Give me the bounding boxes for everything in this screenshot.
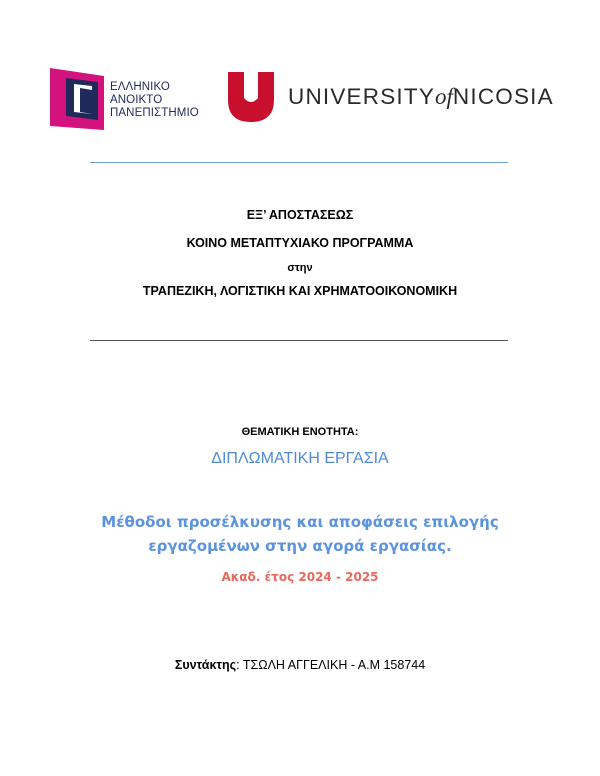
study-mode-heading: ΕΞ’ ΑΠΟΣΤΑΣΕΩΣ <box>246 208 354 222</box>
hou-wordmark-line: ΠΑΝΕΠΙΣΤΗΜΙΟ <box>110 107 199 119</box>
unic-wordmark-nicosia: NICOSIA <box>452 84 554 109</box>
university-of-nicosia-logo <box>228 72 558 126</box>
top-divider <box>90 162 508 163</box>
module-label: ΘΕΜΑΤΙΚΗ ΕΝΟΤΗΤΑ: <box>241 426 359 438</box>
academic-year: Ακαδ. έτος 2024 - 2025 <box>221 570 379 584</box>
hou-wordmark-line: ΑΝΟΙΚΤΟ <box>110 94 163 106</box>
middle-divider <box>90 340 508 341</box>
author-label: Συντάκτης <box>174 658 237 672</box>
hellenic-open-university-logo <box>48 68 218 130</box>
programme-field-heading: ΤΡΑΠΕΖΙΚΗ, ΛΟΓΙΣΤΙΚΗ ΚΑΙ ΧΡΗΜΑΤΟΟΙΚΟΝΟΜΙΚΗ <box>142 284 458 298</box>
unic-shield-icon <box>228 72 274 122</box>
programme-heading: ΚΟΙΝΟ ΜΕΤΑΠΤΥΧΙΑΚΟ ΠΡΟΓΡΑΜΜΑ <box>186 236 414 250</box>
unic-wordmark-university: UNIVERSITY <box>288 84 436 109</box>
hou-wordmark-line: ΕΛΛΗΝΙΚΟ <box>110 81 170 93</box>
author-line <box>0 658 600 672</box>
unic-wordmark-of: of <box>435 84 453 109</box>
unic-wordmark <box>288 84 554 110</box>
author-value: : ΤΣΩΛΗ ΑΓΓΕΛΙΚΗ - Α.Μ 158744 <box>236 658 426 672</box>
thesis-title-line-2: εργαζομένων στην αγορά εργασίας. <box>148 537 452 555</box>
programme-connector: στην <box>287 262 313 274</box>
hou-emblem-icon <box>48 68 108 130</box>
module-title: ΔΙΠΛΩΜΑΤΙΚΗ ΕΡΓΑΣΙΑ <box>211 450 389 467</box>
thesis-title-line-1: Μέθοδοι προσέλκυσης και αποφάσεις επιλογής <box>101 513 499 531</box>
hou-wordmark <box>110 81 199 120</box>
